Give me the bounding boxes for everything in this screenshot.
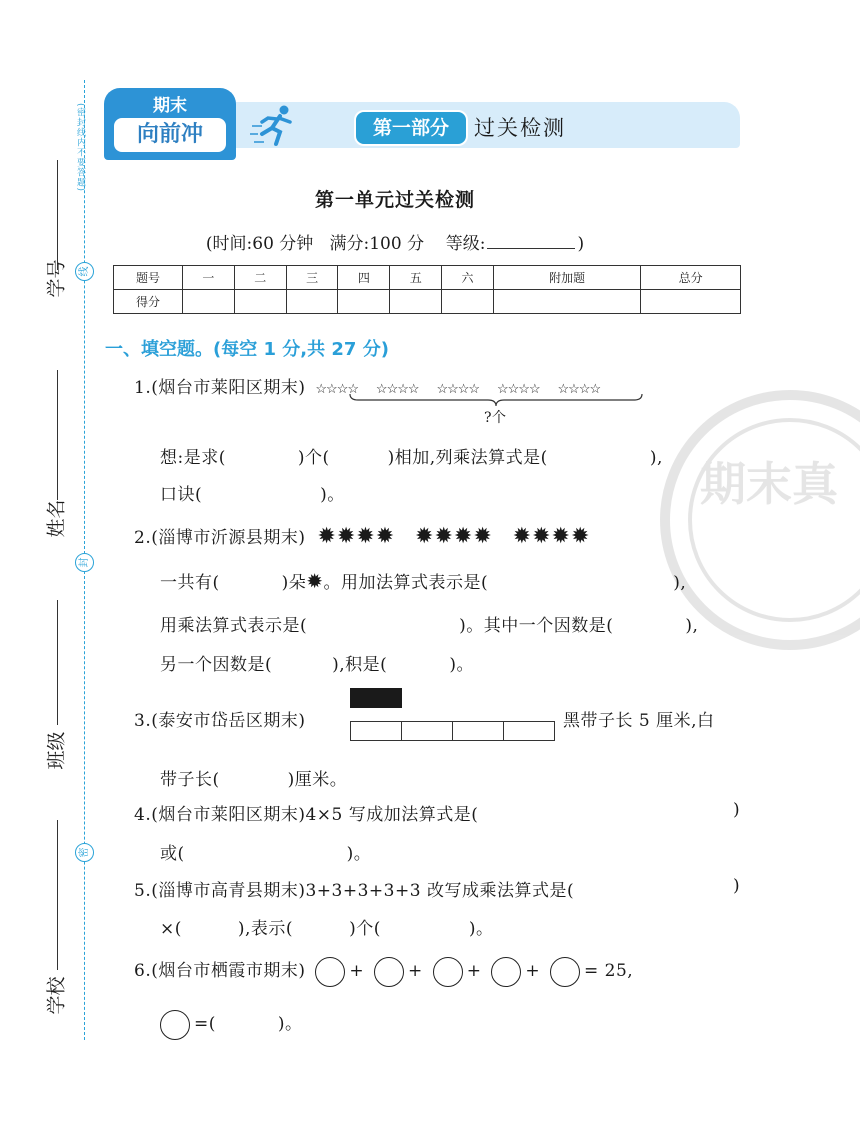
info-close: ) bbox=[577, 234, 585, 254]
score-row-label: 得分 bbox=[114, 290, 183, 314]
q6-line-1 bbox=[134, 956, 633, 987]
table-header-cell: 附加题 bbox=[493, 266, 640, 290]
q2-text: 。用加法算式表示是( bbox=[323, 573, 489, 593]
q5-end: ) bbox=[733, 876, 741, 896]
q2-line-1 bbox=[134, 523, 590, 549]
part-label: 第一部分 bbox=[354, 110, 468, 146]
black-ribbon bbox=[350, 688, 402, 708]
score-cell[interactable] bbox=[286, 290, 338, 314]
score-info: 满分:100 分 bbox=[329, 234, 425, 254]
q6-text: =( bbox=[194, 1014, 216, 1034]
table-header-cell: 题号 bbox=[114, 266, 183, 290]
mark-seal: 封 bbox=[75, 553, 94, 572]
class-label: 班级 bbox=[45, 731, 68, 770]
flower-icon: ✹ bbox=[306, 569, 324, 593]
score-cell[interactable] bbox=[641, 290, 741, 314]
q6-line-2 bbox=[160, 1009, 303, 1040]
star-group: ☆☆☆☆ bbox=[557, 382, 601, 397]
page-title: 第一单元过关检测 bbox=[314, 189, 475, 211]
flower-group: ✹✹✹✹ bbox=[317, 524, 396, 549]
table-header-cell: 四 bbox=[338, 266, 390, 290]
q1-text: 口诀( bbox=[160, 485, 203, 505]
ribbon-segment bbox=[503, 721, 555, 741]
q1-text: )相加,列乘法算式是( bbox=[387, 448, 548, 468]
mark-line: 线 bbox=[75, 262, 94, 281]
q6-result: = 25, bbox=[584, 961, 634, 981]
q3-text: )厘米。 bbox=[287, 770, 348, 790]
table-header-cell: 六 bbox=[442, 266, 494, 290]
exam-info bbox=[0, 229, 790, 254]
ribbon-segment bbox=[401, 721, 452, 741]
q3-text: 带子长( bbox=[160, 770, 220, 790]
q5-text: ×( bbox=[160, 919, 182, 939]
q6-prefix: 6.(烟台市栖霞市期末) bbox=[134, 961, 306, 981]
ribbon-segment bbox=[452, 721, 503, 741]
mark-secret: 密 bbox=[75, 843, 94, 862]
score-cell[interactable] bbox=[493, 290, 640, 314]
answer-circle[interactable] bbox=[550, 957, 580, 987]
q2-prefix: 2.(淄博市沂源县期末) bbox=[134, 528, 306, 548]
score-cell[interactable] bbox=[338, 290, 390, 314]
plus-sign: + bbox=[408, 961, 423, 981]
q1-prefix: 1.(烟台市莱阳区期末) bbox=[134, 378, 306, 398]
q1-text: 想:是求( bbox=[160, 448, 226, 468]
star-group: ☆☆☆☆ bbox=[315, 382, 359, 397]
q2-text: ), bbox=[685, 616, 699, 636]
q6-text: )。 bbox=[277, 1014, 303, 1034]
white-ribbon bbox=[350, 721, 555, 741]
answer-circle[interactable] bbox=[160, 1010, 190, 1040]
answer-circle[interactable] bbox=[491, 957, 521, 987]
tab-top-text: 期末 bbox=[153, 96, 187, 116]
table-header-cell: 二 bbox=[234, 266, 286, 290]
q4-prefix: 4.(烟台市莱阳区期末) bbox=[134, 805, 306, 825]
part-title: 过关检测 bbox=[474, 116, 566, 140]
time-info: (时间:60 分钟 bbox=[205, 234, 314, 254]
answer-circle[interactable] bbox=[433, 957, 463, 987]
q4-line-1 bbox=[134, 800, 478, 825]
q5-text: )。 bbox=[468, 919, 494, 939]
q2-text: 另一个因数是( bbox=[160, 655, 273, 675]
plus-sign: + bbox=[349, 961, 365, 981]
score-cell[interactable] bbox=[442, 290, 494, 314]
q4-text: 4×5 写成加法算式是( bbox=[305, 805, 479, 825]
q1-text: )。 bbox=[320, 485, 345, 505]
q5-text: 3+3+3+3+3 改写成乘法算式是( bbox=[305, 881, 575, 901]
watermark-text: 期末真 bbox=[700, 457, 838, 511]
score-table-score-row bbox=[114, 290, 741, 314]
grade-info: 等级: bbox=[445, 234, 486, 254]
q2-line-2 bbox=[160, 568, 686, 593]
table-header-cell: 总分 bbox=[641, 266, 741, 290]
plus-sign: + bbox=[525, 961, 541, 981]
student-id-label: 学号 bbox=[45, 259, 68, 298]
q2-text: )。 bbox=[449, 655, 474, 675]
score-cell[interactable] bbox=[234, 290, 286, 314]
q1-text: )个( bbox=[297, 448, 330, 468]
binding-note: (密封线内不要答题) bbox=[75, 102, 85, 193]
score-cell[interactable] bbox=[390, 290, 442, 314]
table-header-cell: 三 bbox=[286, 266, 338, 290]
q1-brace-label: ?个 bbox=[484, 410, 507, 426]
q2-text: 一共有( bbox=[160, 573, 220, 593]
q5-prefix: 5.(淄博市高青县期末) bbox=[134, 881, 306, 901]
banner-tab bbox=[104, 88, 236, 160]
q1-line-3 bbox=[160, 480, 345, 505]
table-header-cell: 一 bbox=[183, 266, 235, 290]
q2-line-4 bbox=[160, 650, 474, 675]
plus-sign: + bbox=[466, 961, 482, 981]
q5-line-2 bbox=[160, 914, 493, 939]
binding-margin bbox=[0, 0, 95, 1123]
header-banner bbox=[104, 88, 742, 160]
q4-text: 或( bbox=[160, 844, 185, 864]
q2-text: )。其中一个因数是( bbox=[459, 616, 614, 636]
ribbon-segment bbox=[350, 721, 401, 741]
table-header-cell: 五 bbox=[390, 266, 442, 290]
score-table bbox=[113, 265, 741, 314]
star-group: ☆☆☆☆ bbox=[496, 382, 540, 397]
answer-circle[interactable] bbox=[315, 957, 345, 987]
q1-line-2 bbox=[160, 443, 663, 468]
tab-main-text: 向前冲 bbox=[114, 118, 226, 152]
q3-prefix: 3.(泰安市岱岳区期末) bbox=[134, 711, 306, 731]
q2-text: )朵 bbox=[281, 573, 307, 593]
name-label: 姓名 bbox=[45, 499, 68, 538]
star-group: ☆☆☆☆ bbox=[375, 382, 419, 397]
q3-text: 黑带子长 5 厘米,白 bbox=[563, 711, 715, 731]
q4-end: ) bbox=[733, 800, 741, 820]
school-label: 学校 bbox=[45, 976, 68, 1015]
class-line bbox=[57, 600, 58, 725]
q2-line-3 bbox=[160, 611, 698, 636]
score-table-header-row bbox=[114, 266, 741, 290]
q5-text: )个( bbox=[349, 919, 381, 939]
q4-text: )。 bbox=[346, 844, 372, 864]
flower-group: ✹✹✹✹ bbox=[512, 524, 591, 549]
q5-text: ),表示( bbox=[237, 919, 294, 939]
grade-blank[interactable] bbox=[487, 234, 575, 249]
school-line bbox=[57, 820, 58, 970]
name-line bbox=[57, 370, 58, 500]
runner-icon bbox=[250, 104, 298, 148]
q3-line-2 bbox=[160, 765, 347, 790]
section-1-title: 一、填空题。(每空 1 分,共 27 分) bbox=[105, 339, 389, 360]
q1-text: ), bbox=[649, 448, 663, 468]
q1-brace bbox=[348, 393, 644, 407]
star-group: ☆☆☆☆ bbox=[436, 382, 480, 397]
q2-text: ),积是( bbox=[332, 655, 388, 675]
score-cell[interactable] bbox=[183, 290, 235, 314]
q5-line-1 bbox=[134, 876, 574, 901]
q2-text: 用乘法算式表示是( bbox=[160, 616, 308, 636]
q4-line-2 bbox=[160, 839, 371, 864]
answer-circle[interactable] bbox=[374, 957, 404, 987]
flower-group: ✹✹✹✹ bbox=[415, 524, 493, 549]
q2-text: ), bbox=[673, 573, 687, 593]
